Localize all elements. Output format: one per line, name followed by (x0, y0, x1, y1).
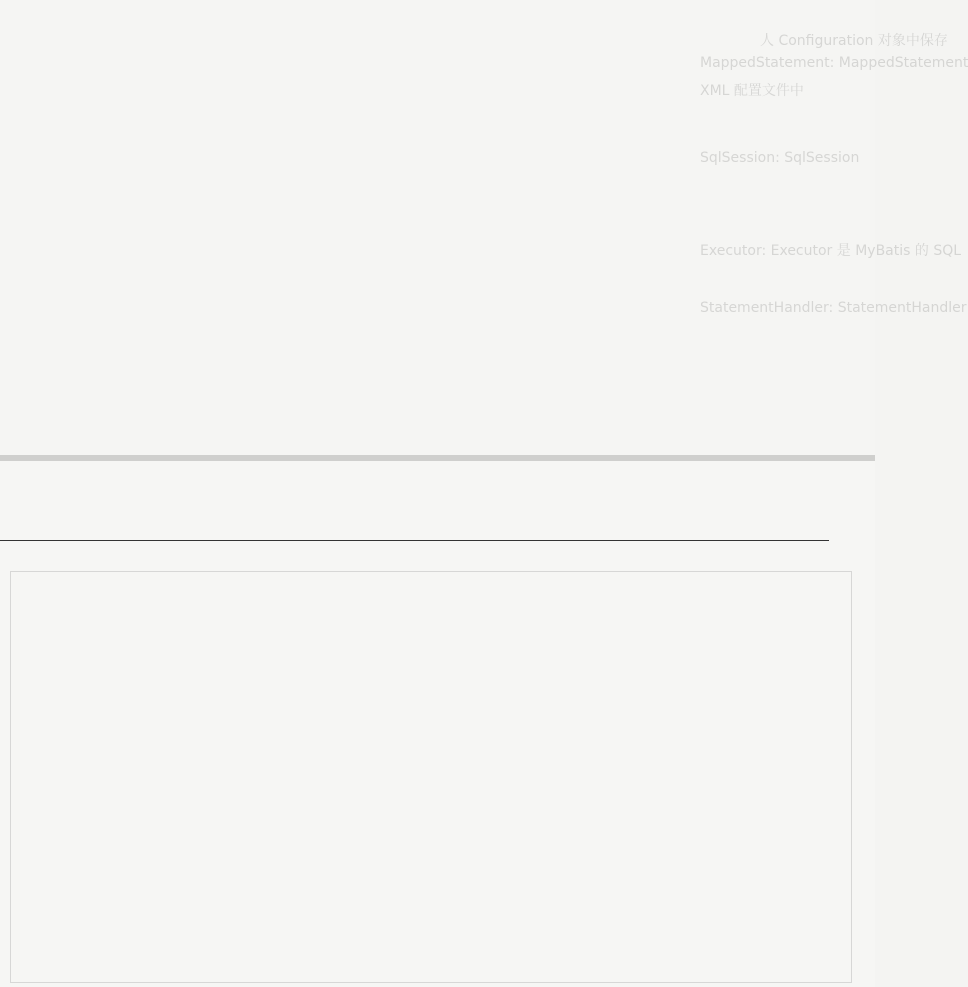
page-header (799, 509, 827, 529)
show-through-text: Executor: Executor 是 MyBatis 的 SQL (700, 243, 962, 259)
top-page-scan (0, 0, 968, 455)
show-through-table (10, 571, 852, 983)
show-through-text: 人 Configuration 对象中保存 (760, 33, 948, 49)
header-rule (0, 540, 829, 541)
show-through-text: StatementHandler: StatementHandler (700, 300, 967, 316)
show-through-text: MappedStatement: MappedStatement (700, 55, 968, 71)
show-through-text: XML 配置文件中 (700, 83, 804, 99)
show-through-text: SqlSession: SqlSession (700, 150, 860, 166)
